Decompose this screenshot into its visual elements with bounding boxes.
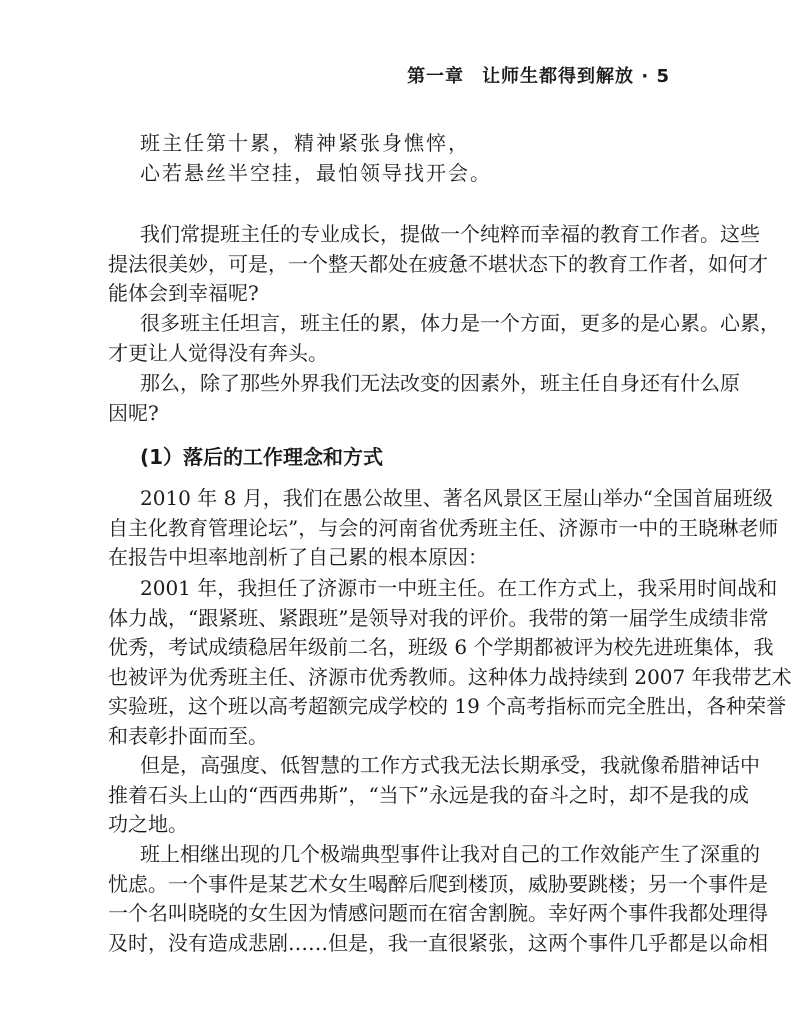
section-heading: (1）落后的工作理念和方式 xyxy=(140,445,384,469)
chapter-label: 第一章 xyxy=(407,66,465,87)
paragraph-line: 因呢? xyxy=(108,400,159,425)
poem-block xyxy=(108,129,646,188)
paragraph xyxy=(108,220,768,309)
running-header xyxy=(407,62,670,88)
paragraph-line: 2001 年，我担任了济源市一中班主任。在工作方式上，我采用时间战和 xyxy=(140,576,778,600)
paragraph-line: 很多班主任坦言，班主任的累，体力是一个方面，更多的是心累。心累， xyxy=(140,311,780,335)
poem-line: 心若悬丝半空挂，最怕领导找开会。 xyxy=(140,160,492,185)
paragraph-line: 实验班，这个班以高考超额完成学校的 19 个高考指标而完全胜出，各种荣誉 xyxy=(108,694,787,719)
paragraph xyxy=(108,369,740,428)
paragraph-line: 也被评为优秀班主任、济源市优秀教师。这种体力战持续到 2007 年我带艺术 xyxy=(108,664,792,689)
paragraph-line: 提法很美妙，可是，一个整天都处在疲惫不堪状态下的教育工作者，如何才 xyxy=(108,251,768,276)
header-separator: · xyxy=(641,66,650,87)
chapter-title: 让师生都得到解放 xyxy=(482,66,635,87)
paragraph-line: 及时，没有造成悲剧……但是，我一直很紧张，这两个事件几乎都是以命相 xyxy=(108,930,768,955)
paragraph-line: 自主化教育管理论坛”，与会的河南省优秀班主任、济源市一中的王晓琳老师 xyxy=(108,515,779,540)
paragraph-line: 优秀，考试成绩稳居年级前二名，班级 6 个学期都被评为校先进班集体，我 xyxy=(108,635,774,660)
paragraph-line: 功之地。 xyxy=(108,812,188,837)
paragraph xyxy=(108,309,780,368)
paragraph xyxy=(108,484,779,573)
paragraph-line: 那么，除了那些外界我们无法改变的因素外，班主任自身还有什么原 xyxy=(140,371,740,395)
paragraph-line: 但是，高强度、低智慧的工作方式我无法长期承受，我就像希腊神话中 xyxy=(140,753,760,777)
paragraph-line: 班上相继出现的几个极端典型事件让我对自己的工作效能产生了深重的 xyxy=(140,842,760,866)
paragraph-line: 忧虑。一个事件是某艺术女生喝醉后爬到楼顶，威胁要跳楼；另一个事件是 xyxy=(108,871,768,896)
paragraph xyxy=(108,751,760,840)
paragraph-line: 推着石头上山的“西西弗斯”，“当下”永远是我的奋斗之时，却不是我的成 xyxy=(108,782,749,807)
paragraph xyxy=(108,840,768,958)
paragraph-line: 体力战，“跟紧班、紧跟班”是领导对我的评价。我带的第一届学生成绩非常 xyxy=(108,605,769,630)
paragraph-line: 能体会到幸福呢? xyxy=(108,281,259,306)
paragraph-line: 和表彰扑面而至。 xyxy=(108,723,268,748)
paragraph-line: 才更让人觉得没有奔头。 xyxy=(108,340,328,365)
paragraph-line: 一个名叫晓晓的女生因为情感问题而在宿舍割腕。幸好两个事件我都处理得 xyxy=(108,901,768,926)
paragraph xyxy=(108,574,792,752)
paragraph-line: 我们常提班主任的专业成长，提做一个纯粹而幸福的教育工作者。这些 xyxy=(140,222,760,246)
paragraph-line: 2010 年 8 月，我们在愚公故里、著名风景区王屋山举办“全国首届班级 xyxy=(140,486,773,510)
page-number: 5 xyxy=(656,66,670,87)
poem-line: 班主任第十累，精神紧张身憔悴， xyxy=(140,131,470,155)
paragraph-line: 在报告中坦率地剖析了自己累的根本原因： xyxy=(108,545,488,570)
